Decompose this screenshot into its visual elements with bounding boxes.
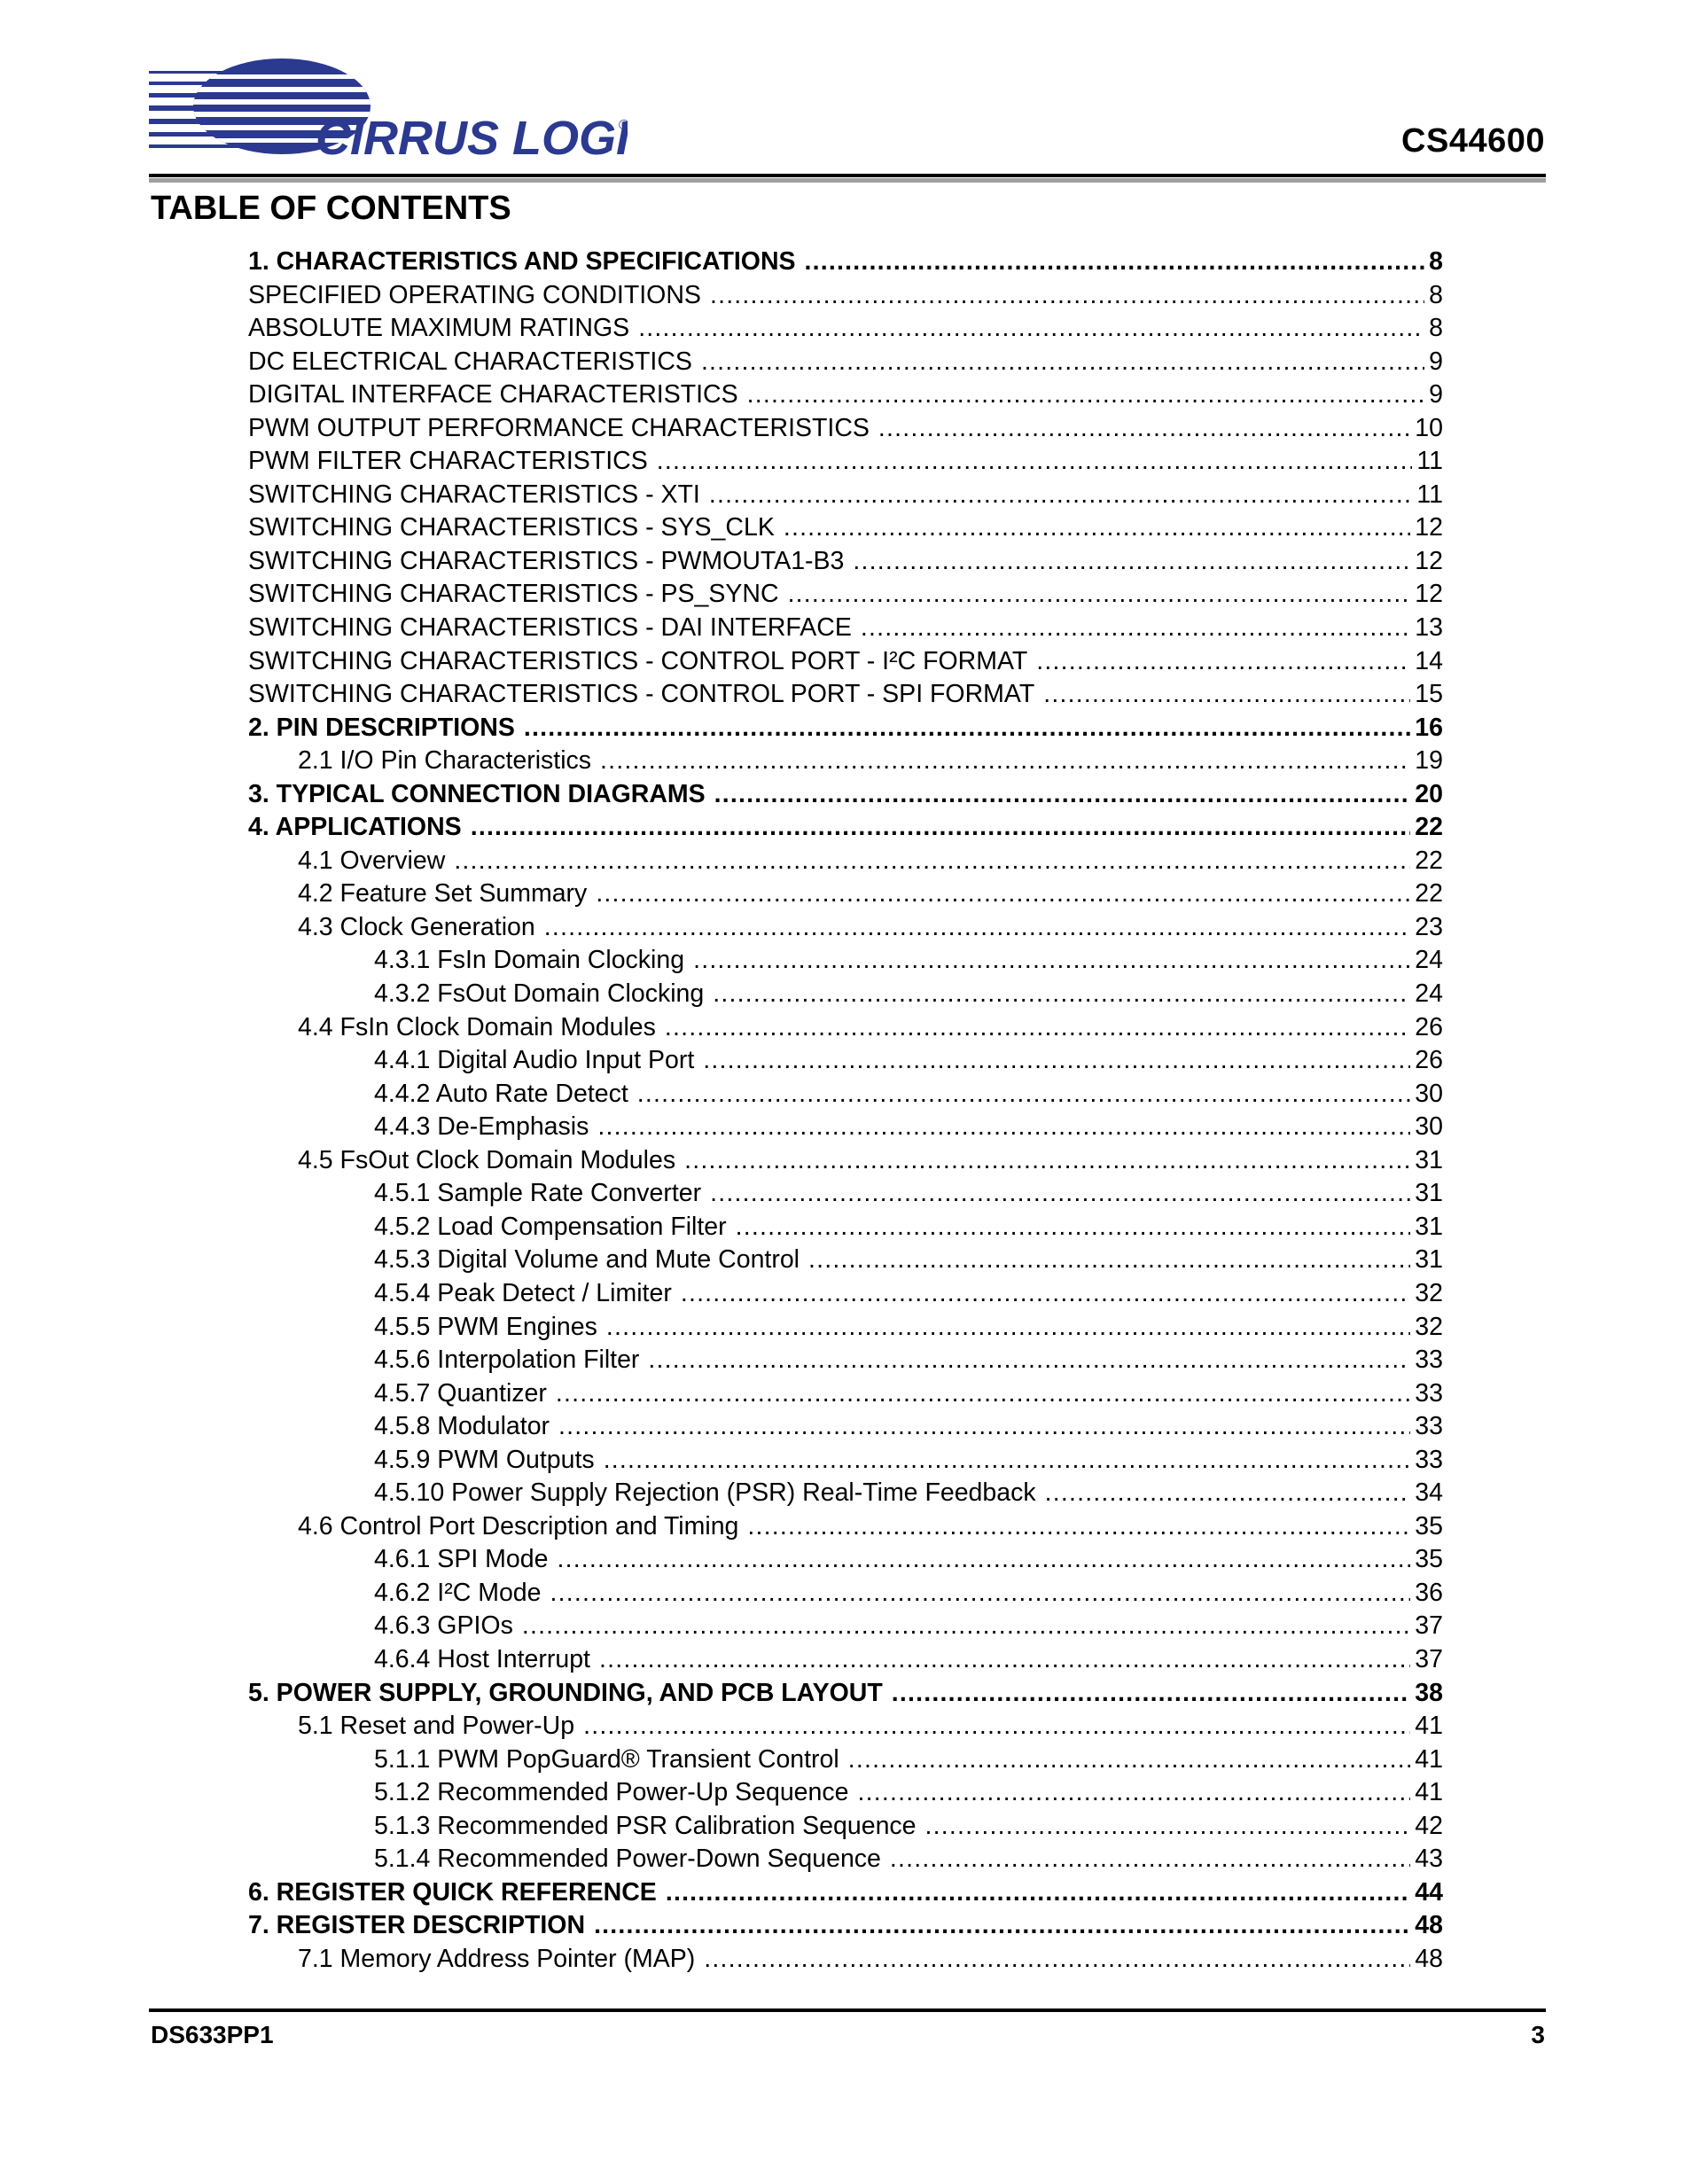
- dot-leader: [703, 1044, 1410, 1078]
- toc-entry[interactable]: [248, 578, 1443, 612]
- dot-leader: [693, 944, 1410, 978]
- toc-entry-title: SWITCHING CHARACTERISTICS - CONTROL PORT - I²C FORMAT: [248, 646, 1028, 675]
- dot-leader: [747, 1510, 1410, 1544]
- toc-entry-page: 33: [1415, 1378, 1443, 1408]
- dot-leader: [638, 312, 1424, 346]
- toc-entry-title: DC ELECTRICAL CHARACTERISTICS: [248, 347, 692, 376]
- toc-entry-page: 24: [1415, 946, 1443, 975]
- dot-leader: [596, 878, 1410, 911]
- dot-leader: [599, 1643, 1410, 1677]
- dot-leader: [710, 279, 1424, 313]
- dot-leader: [701, 346, 1424, 379]
- toc-entry-page: 13: [1415, 613, 1443, 643]
- toc-entry-page: 30: [1415, 1079, 1443, 1108]
- toc-entry-page: 30: [1415, 1112, 1443, 1142]
- toc-entry[interactable]: [248, 911, 1443, 945]
- toc-entry[interactable]: [248, 1410, 1443, 1444]
- toc-entry-page: 33: [1415, 1346, 1443, 1375]
- toc-entry[interactable]: [248, 279, 1443, 313]
- toc-entry-title: 3. TYPICAL CONNECTION DIAGRAMS: [248, 779, 706, 808]
- toc-entry-page: 35: [1415, 1511, 1443, 1540]
- toc-entry-title: SWITCHING CHARACTERISTICS - CONTROL PORT - SPI FORMAT: [248, 680, 1035, 709]
- toc-entry[interactable]: [248, 1111, 1443, 1144]
- toc-entry-title: SWITCHING CHARACTERISTICS - PWMOUTA1-B3: [248, 546, 845, 575]
- dot-leader: [684, 1144, 1410, 1178]
- toc-entry-page: 38: [1415, 1678, 1443, 1707]
- toc-entry-page: 31: [1415, 1212, 1443, 1241]
- toc-entry[interactable]: [248, 1177, 1443, 1211]
- dot-leader: [1045, 1477, 1411, 1510]
- toc-entry-page: 33: [1415, 1412, 1443, 1441]
- toc-entry[interactable]: [248, 1843, 1443, 1876]
- dot-leader: [892, 1677, 1411, 1711]
- toc-entry[interactable]: [248, 1610, 1443, 1643]
- cirrus-logo-icon: [149, 55, 628, 170]
- dot-leader: [1036, 645, 1410, 679]
- toc-entry[interactable]: [248, 1510, 1443, 1544]
- dot-leader: [665, 1011, 1410, 1045]
- toc-entry[interactable]: [248, 678, 1443, 712]
- toc-entry-title: 4.5.2 Load Compensation Filter: [374, 1212, 727, 1241]
- dot-leader: [713, 978, 1410, 1011]
- toc-entry[interactable]: [248, 1211, 1443, 1244]
- dot-leader: [583, 1710, 1410, 1743]
- toc-entry-page: 22: [1415, 813, 1443, 842]
- toc-entry-title: 7. REGISTER DESCRIPTION: [248, 1911, 586, 1940]
- toc-entry-page: 8: [1429, 314, 1443, 343]
- toc-entry-title: 4.5.9 PWM Outputs: [374, 1445, 595, 1474]
- toc-entry-title: 1. CHARACTERISTICS AND SPECIFICATIONS: [248, 247, 796, 276]
- toc-entry-page: 32: [1415, 1278, 1443, 1307]
- toc-entry[interactable]: [248, 1444, 1443, 1478]
- toc-entry[interactable]: [248, 511, 1443, 545]
- toc-entry-page: 9: [1429, 380, 1443, 410]
- dot-leader: [788, 578, 1411, 612]
- dot-leader: [544, 911, 1411, 945]
- toc-entry-title: SWITCHING CHARACTERISTICS - SYS_CLK: [248, 513, 775, 542]
- toc-entry[interactable]: [248, 545, 1443, 579]
- toc-entry-title: 4.5.1 Sample Rate Converter: [374, 1179, 702, 1208]
- cirrus-logic-logo: [149, 55, 628, 170]
- dot-leader: [657, 445, 1413, 479]
- toc-entry-page: 22: [1415, 846, 1443, 875]
- dot-leader: [606, 1311, 1410, 1345]
- toc-entry[interactable]: [248, 1277, 1443, 1311]
- dot-leader: [784, 511, 1410, 545]
- toc-entry-page: 24: [1415, 979, 1443, 1009]
- toc-entry-title: 4.6 Control Port Description and Timing: [298, 1511, 739, 1540]
- toc-entry[interactable]: [248, 1244, 1443, 1277]
- dot-leader: [471, 811, 1411, 845]
- logo-wordmark: CIRRUS LOG: [316, 112, 617, 165]
- toc-entry[interactable]: [248, 479, 1443, 512]
- toc-entry-title: 4.4.2 Auto Rate Detect: [374, 1079, 628, 1108]
- toc-entry-page: 19: [1415, 746, 1443, 776]
- toc-entry[interactable]: [248, 978, 1443, 1011]
- toc-entry[interactable]: [248, 412, 1443, 446]
- toc-entry-page: 11: [1416, 447, 1443, 476]
- toc-entry[interactable]: [248, 1776, 1443, 1810]
- toc-entry[interactable]: [248, 346, 1443, 379]
- toc-entry[interactable]: [248, 645, 1443, 679]
- toc-entry-title: 4.6.2 I²C Mode: [374, 1578, 542, 1607]
- toc-entry[interactable]: [248, 612, 1443, 645]
- toc-entry-title: 4.5.7 Quantizer: [374, 1378, 547, 1408]
- toc-entry-page: 35: [1415, 1545, 1443, 1574]
- toc-entry[interactable]: [248, 845, 1443, 878]
- toc-entry[interactable]: [248, 1377, 1443, 1411]
- toc-entry-title: 4.6.4 Host Interrupt: [374, 1644, 590, 1673]
- toc-entry-page: 22: [1415, 879, 1443, 909]
- toc-entry-title: 4.5.4 Peak Detect / Limiter: [374, 1278, 672, 1307]
- dot-leader: [524, 712, 1410, 745]
- toc-entry[interactable]: [248, 445, 1443, 479]
- dot-leader: [648, 1344, 1410, 1377]
- toc-entry[interactable]: [248, 1543, 1443, 1577]
- toc-entry-page: 14: [1415, 646, 1443, 675]
- toc-entry[interactable]: [248, 1677, 1443, 1711]
- dot-leader: [558, 1410, 1410, 1444]
- dot-leader: [890, 1843, 1410, 1876]
- toc-entry-title: 4.5.3 Digital Volume and Mute Control: [374, 1245, 800, 1275]
- toc-entry-page: 26: [1415, 1012, 1443, 1041]
- toc-entry[interactable]: [248, 712, 1443, 745]
- toc-entry-title: 4.3 Clock Generation: [298, 912, 535, 941]
- toc-entry-page: 26: [1415, 1046, 1443, 1075]
- toc-heading: TABLE OF CONTENTS: [151, 190, 511, 227]
- dot-leader: [454, 845, 1410, 878]
- toc-entry-title: SWITCHING CHARACTERISTICS - DAI INTERFACE: [248, 613, 852, 643]
- toc-entry-title: 5.1.1 PWM PopGuard® Transient Control: [374, 1744, 839, 1774]
- toc-entry[interactable]: [248, 378, 1443, 412]
- toc-entry-page: 41: [1415, 1778, 1443, 1807]
- toc-entry-title: 4.4.3 De-Emphasis: [374, 1112, 589, 1142]
- toc-entry-page: 44: [1415, 1877, 1443, 1907]
- toc-entry-title: 5.1.4 Recommended Power-Down Sequence: [374, 1845, 881, 1874]
- toc-entry[interactable]: [248, 1078, 1443, 1112]
- dot-leader: [637, 1078, 1411, 1112]
- toc-entry-title: SPECIFIED OPERATING CONDITIONS: [248, 280, 701, 309]
- toc-entry-title: 4.6.1 SPI Mode: [374, 1545, 549, 1574]
- table-of-contents: [248, 246, 1443, 1976]
- toc-entry-page: 10: [1415, 413, 1443, 442]
- toc-entry-page: 48: [1415, 1911, 1443, 1940]
- toc-entry-page: 48: [1415, 1944, 1443, 1973]
- dot-leader: [600, 745, 1410, 778]
- toc-entry-page: 31: [1415, 1145, 1443, 1174]
- toc-entry-page: 37: [1415, 1644, 1443, 1673]
- dot-leader: [848, 1743, 1411, 1777]
- dot-leader: [808, 1244, 1410, 1277]
- toc-entry-title: 4.3.2 FsOut Domain Clocking: [374, 979, 705, 1009]
- toc-entry-page: 20: [1415, 779, 1443, 808]
- toc-entry-title: 5.1.2 Recommended Power-Up Sequence: [374, 1778, 849, 1807]
- toc-entry-title: 5.1 Reset and Power-Up: [298, 1712, 575, 1741]
- toc-entry-title: 7.1 Memory Address Pointer (MAP): [298, 1944, 696, 1973]
- dot-leader: [556, 1377, 1410, 1411]
- toc-entry-title: 4.5.5 PWM Engines: [374, 1312, 597, 1341]
- dot-leader: [714, 778, 1411, 812]
- dot-leader: [857, 1776, 1410, 1810]
- toc-entry-page: 8: [1429, 247, 1443, 276]
- dot-leader: [747, 378, 1424, 412]
- toc-entry-title: ABSOLUTE MAXIMUM RATINGS: [248, 314, 630, 343]
- toc-entry-title: PWM FILTER CHARACTERISTICS: [248, 447, 648, 476]
- dot-leader: [557, 1543, 1410, 1577]
- toc-entry[interactable]: [248, 1144, 1443, 1178]
- dot-leader: [805, 246, 1425, 279]
- toc-entry-page: 12: [1415, 513, 1443, 542]
- toc-entry-title: SWITCHING CHARACTERISTICS - XTI: [248, 480, 700, 509]
- toc-entry-page: 12: [1415, 546, 1443, 575]
- toc-entry-title: DIGITAL INTERFACE CHARACTERISTICS: [248, 380, 738, 410]
- toc-entry-page: 31: [1415, 1179, 1443, 1208]
- dot-leader: [925, 1810, 1411, 1844]
- dot-leader: [709, 479, 1413, 512]
- toc-entry-page: 15: [1415, 680, 1443, 709]
- toc-entry[interactable]: [248, 1876, 1443, 1910]
- toc-entry-page: 8: [1429, 280, 1443, 309]
- dot-leader: [604, 1444, 1411, 1478]
- dot-leader: [861, 612, 1410, 645]
- toc-entry-title: 4.6.3 GPIOs: [374, 1611, 513, 1641]
- toc-entry-page: 37: [1415, 1611, 1443, 1641]
- toc-entry-title: 6. REGISTER QUICK REFERENCE: [248, 1877, 657, 1907]
- toc-entry[interactable]: [248, 1577, 1443, 1611]
- toc-entry[interactable]: [248, 1011, 1443, 1045]
- dot-leader: [550, 1577, 1411, 1611]
- dot-leader: [704, 1943, 1410, 1977]
- toc-entry[interactable]: [248, 1044, 1443, 1078]
- toc-entry-page: 12: [1415, 580, 1443, 609]
- toc-entry[interactable]: [248, 1909, 1443, 1943]
- toc-entry-title: 4.5 FsOut Clock Domain Modules: [298, 1145, 676, 1174]
- toc-entry[interactable]: [248, 1477, 1443, 1510]
- toc-entry-page: 33: [1415, 1445, 1443, 1474]
- toc-entry[interactable]: [248, 1743, 1443, 1777]
- dot-leader: [597, 1111, 1410, 1144]
- dot-leader: [594, 1909, 1410, 1943]
- part-number: CS44600: [1401, 122, 1545, 160]
- toc-entry-page: 36: [1415, 1578, 1443, 1607]
- dot-leader: [666, 1876, 1410, 1910]
- toc-entry[interactable]: [248, 778, 1443, 812]
- toc-entry-page: 43: [1415, 1845, 1443, 1874]
- toc-entry-page: 23: [1415, 912, 1443, 941]
- toc-entry[interactable]: [248, 1710, 1443, 1743]
- toc-entry[interactable]: [248, 1810, 1443, 1844]
- toc-entry-title: 4.5.8 Modulator: [374, 1412, 550, 1441]
- toc-entry-title: 5.1.3 Recommended PSR Calibration Sequence: [374, 1811, 917, 1840]
- dot-leader: [853, 545, 1410, 579]
- header-divider: [149, 174, 1546, 183]
- toc-entry-page: 31: [1415, 1245, 1443, 1275]
- toc-entry-page: 11: [1416, 480, 1443, 509]
- toc-entry[interactable]: [248, 878, 1443, 911]
- toc-entry[interactable]: [248, 1344, 1443, 1377]
- toc-entry-title: 4.5.10 Power Supply Rejection (PSR) Real-Time Feedback: [374, 1478, 1036, 1508]
- toc-entry[interactable]: [248, 745, 1443, 778]
- dot-leader: [522, 1610, 1410, 1643]
- dot-leader: [736, 1211, 1411, 1244]
- toc-entry[interactable]: [248, 1643, 1443, 1677]
- toc-entry[interactable]: [248, 312, 1443, 346]
- toc-entry-title: 4.4.1 Digital Audio Input Port: [374, 1046, 695, 1075]
- toc-entry[interactable]: [248, 811, 1443, 845]
- page-number: 3: [1531, 2021, 1545, 2048]
- dot-leader: [681, 1277, 1410, 1311]
- toc-entry-page: 34: [1415, 1478, 1443, 1508]
- document-id: DS633PP1: [151, 2021, 274, 2048]
- dot-leader: [878, 412, 1410, 446]
- toc-entry-page: 41: [1415, 1712, 1443, 1741]
- toc-entry-title: 5. POWER SUPPLY, GROUNDING, AND PCB LAYOUT: [248, 1678, 883, 1707]
- toc-entry-title: 4. APPLICATIONS: [248, 813, 462, 842]
- toc-entry-page: 32: [1415, 1312, 1443, 1341]
- toc-entry[interactable]: [248, 1943, 1443, 1977]
- toc-entry-title: 2. PIN DESCRIPTIONS: [248, 713, 515, 742]
- toc-entry-title: 2.1 I/O Pin Characteristics: [298, 746, 592, 776]
- toc-entry-title: 4.4 FsIn Clock Domain Modules: [298, 1012, 656, 1041]
- toc-entry[interactable]: [248, 944, 1443, 978]
- toc-entry-title: 4.3.1 FsIn Domain Clocking: [374, 946, 685, 975]
- toc-entry-title: 4.2 Feature Set Summary: [298, 879, 588, 909]
- toc-entry-page: 9: [1429, 347, 1443, 376]
- dot-leader: [1043, 678, 1410, 712]
- toc-entry-title: 4.5.6 Interpolation Filter: [374, 1346, 640, 1375]
- toc-entry[interactable]: [248, 246, 1443, 279]
- toc-entry-title: PWM OUTPUT PERFORMANCE CHARACTERISTICS: [248, 413, 870, 442]
- toc-entry-page: 42: [1415, 1811, 1443, 1840]
- toc-entry-page: 16: [1415, 713, 1443, 742]
- toc-entry-title: 4.1 Overview: [298, 846, 446, 875]
- toc-entry-title: SWITCHING CHARACTERISTICS - PS_SYNC: [248, 580, 779, 609]
- registered-mark: ®: [619, 118, 628, 133]
- toc-entry-page: 41: [1415, 1744, 1443, 1774]
- footer-divider: [149, 2008, 1546, 2012]
- toc-entry[interactable]: [248, 1311, 1443, 1345]
- dot-leader: [710, 1177, 1410, 1211]
